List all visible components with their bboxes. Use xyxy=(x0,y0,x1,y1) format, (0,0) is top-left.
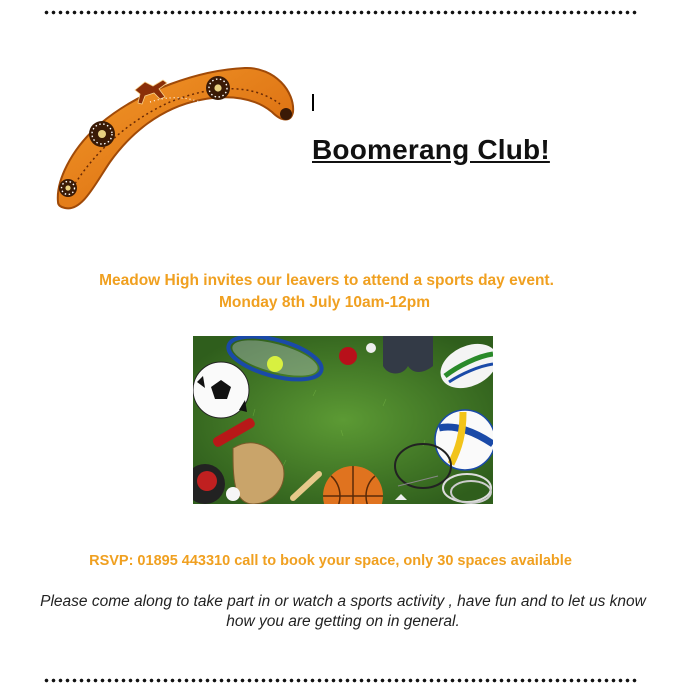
dotted-border-top xyxy=(43,10,637,15)
dotted-border-bottom xyxy=(43,678,637,683)
page-title: Boomerang Club! xyxy=(312,134,550,165)
body-paragraph: Please come along to take part in or watch a sports activity , have fun and to let us know how you are getting on in general. xyxy=(40,593,646,630)
sports-equipment-photo xyxy=(193,336,493,504)
event-date: Monday 8th July 10am-12pm xyxy=(218,294,431,311)
invitation-line: Meadow High invites our leavers to attend a sports day event. xyxy=(99,272,554,289)
text-cursor xyxy=(312,94,314,111)
rsvp-text: RSVP: 01895 443310 call to book your space, only 30 spaces available xyxy=(89,553,572,569)
boomerang-illustration xyxy=(50,62,300,212)
